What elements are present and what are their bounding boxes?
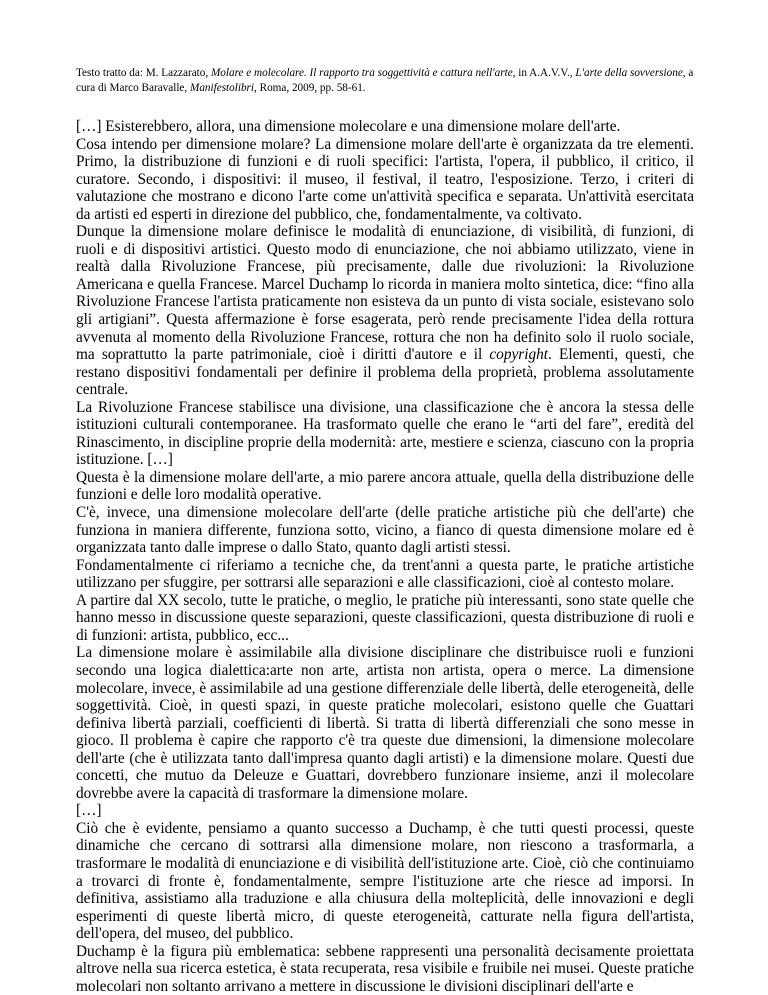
paragraph: Duchamp è la figura più emblematica: sebbene rappresenti una personalità decisamente proiettata altrove nella sua ricerca estetica, è stata recuperata, resa visibile e fruibile nei musei. Queste pratiche molecolari non soltanto arrivano a mettere in discussione le divisioni disciplinari dell'arte e xyxy=(76,942,694,995)
paragraph: […] Esisterebbero, allora, una dimensione molecolare e una dimensione molare dell'arte. xyxy=(76,118,621,135)
paragraph: Ciò che è evidente, pensiamo a quanto successo a Duchamp, è che tutti questi processi, queste dinamiche che cercano di sottrarsi alla dimensione molare, non riescono a trasformarla, a trasformare le modalità di enunciazione e di visibilità dell'istituzione arte. Cioè, ciò che continuiamo a trovarci di fronte è, fondamentalmente, sempre l'istituzione arte che riesce ad imporsi. In definitiva, assistiamo alla traduzione e alla chiusura della molteplicità, delle innovazioni e degli esperimenti di queste libertà micro, di queste eterogeneità, catturate nella figura dell'artista, dell'opera, del museo, del pubblico. xyxy=(76,819,694,943)
paragraph: Fondamentalmente ci riferiamo a tecniche che, da trent'anni a questa parte, le pratiche artistiche utilizzano per sfuggire, per sottrarsi alle separazioni e alle classificazioni, cioè al contesto molare. xyxy=(76,556,694,592)
paragraph: C'è, invece, una dimensione molecolare dell'arte (delle pratiche artistiche più che dell'arte) che funziona in maniera differente, funziona sotto, vicino, a fianco di questa dimensione molare ed è organizzata tanto dalle imprese o dallo Stato, quanto dagli artisti stessi. xyxy=(76,504,694,557)
citation-mid: in A.A.V.V., xyxy=(515,67,576,79)
paragraph-text-after: . Elementi, questi, che restano dispositivi fondamentali per definire il problema della proprietà, problema assolutamente centrale. xyxy=(76,346,695,399)
body-text xyxy=(76,118,694,995)
paragraph xyxy=(76,223,694,398)
citation-editor: a cura di Marco Baravalle, xyxy=(76,67,694,94)
source-citation xyxy=(76,66,694,96)
paragraph: A partire dal XX secolo, tutte le pratiche, o meglio, le pratiche più interessanti, sono state quelle che hanno messo in discussione queste separazioni, queste classificazioni, questa distribuzione di ruoli e di funzioni: artista, pubblico, ecc... xyxy=(76,591,694,644)
citation-publisher: Manifestolibri, xyxy=(190,82,257,94)
paragraph: La Rivoluzione Francese stabilisce una divisione, una classificazione che è ancora la stessa delle istituzioni culturali contemporanee. Ha trasformato quelle che erano le “arti del fare”, eredità del Rinascimento, in discipline proprie della modernità: arte, mestiere e scienza, ciascuno con la propria istituzione. […] xyxy=(76,398,694,469)
paragraph: […] xyxy=(76,802,102,820)
paragraph: Questa è la dimensione molare dell'arte, a mio parere ancora attuale, quella della distribuzione delle funzioni e delle loro modalità operative. xyxy=(76,468,694,504)
paragraph-text: Dunque la dimensione molare definisce le modalità di enunciazione, di visibilità, di funzioni, di ruoli e di dispositivi artistici. Questo modo di enunciazione, che noi abbiamo utilizzato, viene in realtà dalla Rivoluzione Francese, più precisamente, dalle due rivoluzioni: la Rivoluzione Americana e quella Francese. Marcel Duchamp lo ricorda in maniera molto sintetica, dice: “fino alla Rivoluzione Francese l'artista praticamente non esisteva da un punto di vista sociale, esistevano solo gli artigiani”. Questa affermazione è forse esagerata, però rende precisamente l'idea della rottura avvenuta al momento della Rivoluzione Francese, rottura che non ha definito solo il ruolo sociale, ma soprattutto la parte patrimoniale, cioè i diritti d'autore e il xyxy=(76,223,694,364)
document-page xyxy=(76,0,694,995)
citation-prefix: Testo tratto da: M. Lazzarato, xyxy=(76,67,211,79)
citation-title: Molare e molecolare. Il rapporto tra soggettività e cattura nell'arte, xyxy=(210,67,516,79)
copyright-term: copyright xyxy=(489,346,549,364)
paragraph: Cosa intendo per dimensione molare? La dimensione molare dell'arte è organizzata da tre elementi. Primo, la distribuzione di funzioni e di ruoli specifici: l'artista, l'opera, il pubblico, il critico, il curatore. Secondo, i dispositivi: il museo, il festival, il teatro, l'esposizione. Terzo, i criteri di valutazione che mostrano e dicono l'arte come un'attività specifica e separata. Un'attività esercitata da artisti ed esperti in direzione del pubblico, che, fondamentalmente, va coltivato. xyxy=(76,135,694,223)
citation-book: L'arte della sovversione, xyxy=(575,67,686,79)
paragraph: La dimensione molare è assimilabile alla divisione disciplinare che distribuisce ruoli e funzioni secondo una logica dialettica:arte non arte, artista non artista, opera o merce. La dimensione molecolare, invece, è assimilabile ad una gestione differenziale delle libertà, delle eterogeneità, delle soggettività. Cioè, in questi spazi, in queste pratiche molecolari, esistono quelle che Guattari definiva libertà parziali, coefficienti di libertà. Si tratta di libertà differenziali che sono messe in gioco. Il problema è capire che rapporto c'è tra queste due dimensioni, la dimensione molecolare dell'arte (che è utilizzata tanto dall'impresa quanto dagli artisti) e la dimensione molare. Questi due concetti, che mutuo da Deleuze e Guattari, dovrebbero funzionare insieme, anzi il molecolare dovrebbe avere la capacità di trasformare la dimensione molare. xyxy=(76,644,694,802)
citation-tail: Roma, 2009, pp. 58-61. xyxy=(256,82,366,94)
